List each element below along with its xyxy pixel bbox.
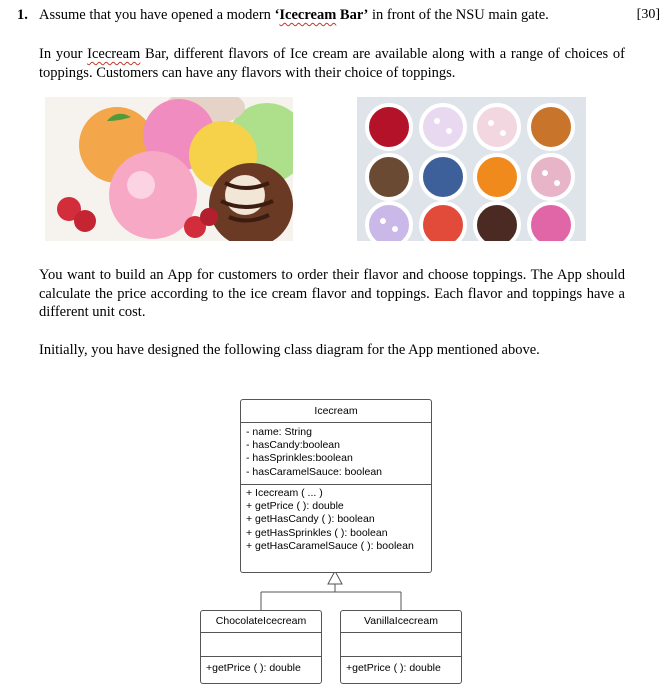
class-attributes bbox=[341, 633, 461, 657]
attribute: - hasSprinkles:boolean bbox=[246, 452, 353, 465]
method: + getHasSprinkles ( ): boolean bbox=[246, 526, 388, 539]
vanilla-icecream-class-box bbox=[340, 610, 462, 684]
question-marks: [30] bbox=[636, 7, 660, 22]
attribute: - hasCaramelSauce: boolean bbox=[246, 465, 382, 478]
method: + getPrice ( ): double bbox=[246, 500, 344, 513]
method: + getHasCandy ( ): boolean bbox=[246, 513, 375, 526]
intro-paragraph: In your Icecream Bar, different flavors of Ice cream are available along with a range of choices of toppings. Customers can have any flavors with their choice of toppings. bbox=[39, 46, 625, 81]
method: + getHasCaramelSauce ( ): boolean bbox=[246, 539, 414, 552]
question-number: 1. bbox=[17, 7, 28, 23]
brand-name: Icecream bbox=[279, 7, 337, 23]
chocolate-icecream-class-box bbox=[200, 610, 322, 684]
question-line: Assume that you have opened a modern ‘Icecream Bar’ in front of the NSU main gate. bbox=[39, 7, 549, 23]
method: +getPrice ( ): double bbox=[206, 662, 301, 674]
class-name: VanillaIcecream bbox=[341, 611, 461, 633]
attribute: - name: String bbox=[246, 426, 312, 438]
method: + Icecream ( ... ) bbox=[246, 487, 323, 499]
class-name: ChocolateIcecream bbox=[201, 611, 321, 633]
class-attributes bbox=[201, 633, 321, 657]
attribute: - hasCandy:boolean bbox=[246, 439, 340, 452]
app-description-paragraph: You want to build an App for customers to order their flavor and choose toppings. The App should calculate the price according to the ice cream flavor and toppings. Each flavor and toppings have a different unit cost. bbox=[39, 267, 625, 320]
method: +getPrice ( ): double bbox=[346, 662, 441, 674]
diagram-intro-paragraph: Initially, you have designed the following class diagram for the App mentioned above. bbox=[39, 342, 540, 358]
class-methods bbox=[241, 485, 431, 555]
icecream-class-box bbox=[240, 399, 432, 573]
class-attributes bbox=[241, 423, 431, 485]
class-name: Icecream bbox=[241, 400, 431, 423]
